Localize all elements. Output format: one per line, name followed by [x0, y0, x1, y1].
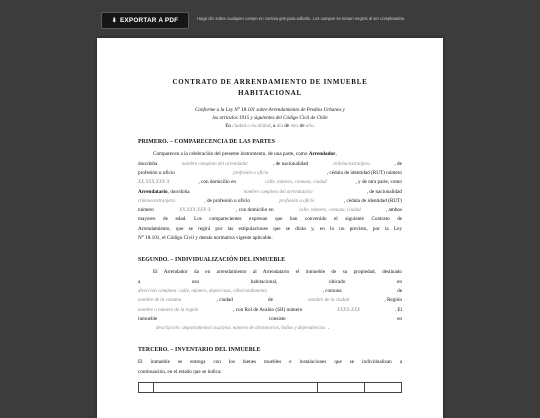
primero-line-9: Arrendamiento, que se regirá por las estipulaciones que se dirán y, en lo no previsto, por la Ley: [138, 225, 402, 232]
table-cell: [139, 383, 154, 393]
field-month[interactable]: mes: [290, 122, 299, 129]
field-lessee-nationality[interactable]: chilena/extranjera: [138, 198, 175, 204]
field-lessee-rut[interactable]: XX.XXX.XXX-X: [179, 208, 211, 214]
export-pdf-label: EXPORTAR A PDF: [119, 17, 179, 24]
field-property-address[interactable]: dirección completa: calle, número, depto/casa, villa/condominio: [138, 288, 268, 294]
field-lessee-name[interactable]: nombre completo del arrendatario: [243, 189, 313, 195]
field-lessor-profession[interactable]: profesión u oficio: [233, 170, 269, 176]
inventory-table: [138, 382, 402, 393]
field-lessee-profession[interactable]: profesión u oficio: [279, 198, 315, 204]
tercero-line-2: continuación, en el estado que se indica:: [138, 368, 222, 375]
edit-hint-text: Haga clic sobre cualquier campo en cursiva gris para editarlo. Los campos se toman negros al ser completados.: [197, 16, 406, 21]
primero-line-2: don/doña nombre completo del arrendador , de nacionalidad chilena/extranjera , de: [138, 160, 402, 169]
tercero-line-1: El inmueble se entrega con los bienes muebles e instalaciones que se individualizan a: [138, 359, 402, 366]
segundo-line-2: a uso habitacional, ubicado en: [138, 278, 402, 285]
table-cell: [318, 383, 365, 393]
section-segundo-heading: SEGUNDO. – INDIVIDUALIZACIÓN DEL INMUEBLE: [138, 257, 286, 264]
primero-line-6: chilena/extranjera , de profesión u oficio profesión u oficio , cédula de identidad (RUT): [138, 197, 402, 206]
doc-subtitle-line1: Conforme a la Ley N° 18.101 sobre Arrendamiento de Predios Urbanos y: [195, 107, 345, 113]
primero-line-7: número XX.XXX.XXX-X , con domicilio en calle, número, comuna, ciudad , ambos: [138, 206, 402, 215]
segundo-line-1: El Arrendador da en arrendamiento al Arrendatario el inmueble de su propiedad, destinado: [153, 269, 402, 276]
segundo-line-6: inmueble consiste en: [138, 315, 402, 322]
primero-line-8: mayores de edad. Los comparecientes expresan que han convenido el siguiente Contrato de: [138, 216, 402, 223]
table-row: [139, 383, 402, 393]
field-lessor-name[interactable]: nombre completo del arrendador: [182, 161, 249, 167]
table-cell: [365, 383, 402, 393]
field-city[interactable]: ciudad o localidad: [232, 122, 271, 129]
field-lessor-nationality[interactable]: chilena/extranjera: [332, 161, 370, 167]
doc-place-date: En ciudad o localidad, a día de mes de año.: [225, 122, 315, 129]
table-cell: [154, 383, 318, 393]
field-lessor-rut[interactable]: XX.XXX.XXX-X: [138, 180, 170, 186]
field-property-rol[interactable]: XXXX-XXX: [337, 307, 361, 313]
primero-line-4: XX.XXX.XXX-X , con domicilio en calle, número, comuna, ciudad , y de otra parte, como: [138, 178, 402, 187]
section-primero-heading: PRIMERO. – COMPARECENCIA DE LAS PARTES: [138, 139, 276, 146]
doc-title-line1: CONTRATO DE ARRENDAMIENTO DE INMUEBLE: [172, 79, 368, 86]
download-icon: ⬇: [111, 17, 117, 24]
primero-line-3: profesión u oficio profesión u oficio , cédula de identidad (RUT) número: [138, 169, 402, 178]
segundo-line-5: nombre o número de la región , con Rol de Avalúo (SII) número XXXX-XXX . El: [138, 306, 402, 315]
section-tercero-heading: TERCERO. – INVENTARIO DEL INMUEBLE: [138, 347, 261, 354]
field-lessee-address[interactable]: calle, número, comuna, ciudad: [298, 208, 361, 214]
segundo-line-3: dirección completa: calle, número, depto/casa, villa/condominio , comuna de: [138, 287, 402, 296]
segundo-line-7: descripción: departamento/casa/piso, número de dormitorios, baños y dependencias .: [138, 324, 402, 333]
field-property-comuna[interactable]: nombre de la comuna: [138, 298, 182, 304]
field-day[interactable]: día: [276, 122, 284, 129]
primero-line-1: Comparecen a la celebración del presente instrumento, de una parte, como Arrendador,: [153, 151, 337, 158]
document-page: [97, 38, 443, 418]
field-year[interactable]: año: [305, 122, 314, 129]
primero-line-5: Arrendatario, don/doña nombre completo del arrendatario , de nacionalidad: [138, 188, 402, 197]
export-pdf-button[interactable]: [101, 12, 189, 29]
primero-line-10: N° 18.101, el Código Civil y demás normativa vigente aplicable.: [138, 235, 273, 242]
field-lessor-address[interactable]: calle, número, comuna, ciudad: [264, 180, 327, 186]
field-property-region[interactable]: nombre o número de la región: [138, 307, 199, 313]
doc-title-line2: HABITACIONAL: [238, 90, 302, 97]
doc-subtitle-line2: los artículos 1915 y siguientes del Código Civil de Chile: [212, 114, 328, 121]
segundo-line-4: nombre de la comuna , ciudad de nombre de la ciudad , Región: [138, 296, 402, 305]
toolbar: [0, 0, 540, 36]
field-property-city[interactable]: nombre de la ciudad: [308, 298, 350, 304]
field-property-description[interactable]: descripción: departamento/casa/piso, número de dormitorios, baños y dependencias: [156, 326, 326, 332]
